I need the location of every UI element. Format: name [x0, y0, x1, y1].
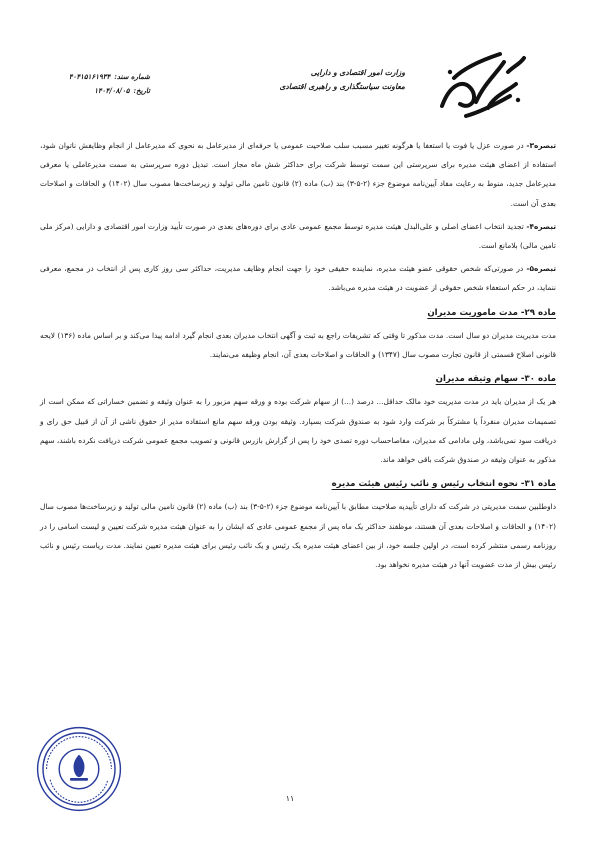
note-text: تجدید انتخاب اعضای اصلی و علی‌البدل هیئت مدیره توسط مجمع عمومی عادی برای دوره‌های بعدی در صورت تأیید وزارت امور اقتصادی و دارایی (مرکز ملی تامین مالی) بلامانع است. [40, 221, 556, 251]
article-29-title: ماده ۲۹- مدت ماموریت مدیران [427, 307, 556, 318]
document-date-row [40, 84, 150, 98]
ministry-heading [279, 66, 405, 94]
note-5 [40, 259, 556, 297]
article-29-text: مدت مدیریت مدیران دو سال است. مدت مذکور تا وقتی که تشریفات راجع به ثبت و آگهی انتخاب مدیران بعدی انجام گیرد ادامه پیدا می‌کند و بر اساس ماده (۱۳۶) لایحه قانونی اصلاح قسمتی از قانون تجارت مصوب سال (۱۳۴۷) و الحاقات و اصلاحات بعدی آن، انجام وظیفه می‌نمایند. [40, 330, 556, 360]
document-date-value: ۱۴۰۴/۰۸/۰۵ [94, 86, 130, 95]
note-label: تبصره۳- [526, 141, 556, 150]
article-31-text: داوطلبین سمت مدیریتی در شرکت که دارای تأییدیه صلاحیت مطابق با آیین‌نامه موضوع جزء (۲-۵-۳) بند (ب) ماده (۲) قانون تامین مالی تولید و زیرساخت‌ها مصوب سال (۱۴۰۲) و الحاقات و اصلاحات بعدی آن هستند، موظفند حداکثر یک ماه پس از مجمع عمومی عادی که ایشان را به عنوان هیئت مدیره شرکت تعیین و لیست اسامی را در روزنامه رسمی منتشر کرده است، در اولین جلسه خود، از بین اعضای هیئت مدیره یک رئیس و یک نائب رئیس برای هیئت مدیره تعیین نمایند. مدت ریاست رئیس و نائب رئیس بیش از مدت عضویت آنها در هیئت مدیره نخواهد بود. [40, 502, 556, 570]
note-3 [40, 136, 556, 213]
article-30-text: هر یک از مدیران باید در مدت مدیریت خود مالک حداقل... درصد (...) از سهام شرکت بوده و ورقه سهم مزبور را به عنوان وثیقه و تضمین خساراتی که ممکن است از تصمیمات مدیران منفرداً یا مشترکاً بر شرکت وارد شود به صندوق شرکت بسپارد. وثیقه بودن ورقه سهم مانع استفاده مدیر از حقوق ناشی از آن از قبیل حق رای و دریافت سود نمی‌باشد، ولی مادامی که مدیران، مفاصاحساب دوره تصدی خود را پس از گزارش بازرس قانونی و تصویب مجمع عمومی شرکت دریافت نکرده باشند، سهم مذکور به عنوان وثیقه در صندوق شرکت باقی خواهد ماند. [40, 397, 556, 465]
ministry-name: وزارت امور اقتصادی و دارایی [310, 68, 405, 77]
page-number: ۱۱ [285, 794, 295, 803]
note-text: در صورتی‌که شخص حقوقی عضو هیئت مدیره، نماینده حقیقی خود را جهت انجام وظایف مدیریت، حداکثر سی روز کاری پس از انتخاب در مجمع، معرفی ننماید، در حکم استعفاء شخص حقوقی از عضویت در هیئت مدیره می‌باشد. [40, 264, 556, 293]
official-stamp [34, 724, 124, 814]
document-number-row [40, 70, 150, 84]
document-number-label: شماره سند: [114, 72, 150, 81]
note-label: تبصره۴- [526, 221, 556, 231]
article-30-title: ماده ۳۰- سهام وثیقه مدیران [435, 374, 556, 385]
note-label: تبصره۵- [526, 264, 556, 274]
document-body [40, 136, 556, 576]
document-meta [40, 70, 150, 98]
organization-logo [430, 44, 530, 124]
note-4 [40, 217, 556, 255]
document-number-value: ۴۰۴۱۵۱۶۱۹۳۴ [68, 72, 111, 81]
document-date-label: تاریخ: [133, 86, 150, 95]
note-text: در صورت عزل یا فوت یا استعفا یا هرگونه تغییر مسبب سلب صلاحیت عمومی یا حرفه‌ای از مدیرعامل به نحوی که مدیرعامل از انجام وظایفش ناتوان شود، استفاده از اعضای هیئت مدیره برای سرپرستی این سمت توسط شرکت برای حداکثر شش ماه مجاز است. تبدیل دوره سرپرستی به سمت مدیرعاملی یا معرفی مدیرعامل جدید، منوط به رعایت مفاد آیین‌نامه موضوع جزء (۲-۵-۳) بند (ب) ماده (۲) قانون تامین مالی تولید و زیرساخت‌ها مصوب سال (۱۴۰۲) و الحاقات و اصلاحات بعدی آن است. [40, 141, 556, 208]
article-31-title: ماده ۳۱- نحوه انتخاب رئیس و نائب رئیس هیئت مدیره [331, 479, 556, 490]
deputy-name: معاونت سیاستگذاری و راهبری اقتصادی [279, 82, 405, 91]
